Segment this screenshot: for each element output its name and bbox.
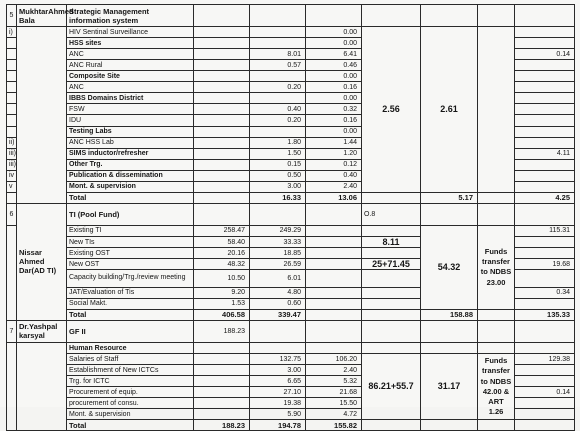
table-row	[7, 420, 575, 431]
serial-no: 6	[7, 203, 17, 225]
value-cell: 0.20	[250, 115, 306, 126]
total-value: 339.47	[250, 309, 306, 320]
value-cell: 2.40	[306, 181, 362, 192]
value-cell	[515, 181, 575, 192]
merged-value	[478, 27, 515, 193]
table-cell	[515, 320, 575, 342]
table-cell	[362, 343, 421, 354]
total-value	[362, 420, 421, 431]
value-cell	[306, 287, 362, 298]
value-cell	[515, 137, 575, 148]
value-cell	[362, 248, 421, 259]
value-cell	[194, 104, 250, 115]
item-label: Trg. for ICTC	[67, 376, 194, 387]
item-label: Composite Site	[67, 71, 194, 82]
value-cell: 27.10	[250, 387, 306, 398]
table-cell	[478, 203, 515, 225]
merged-value: 2.56	[362, 27, 421, 193]
table-row	[7, 320, 575, 342]
roman-marker	[7, 93, 17, 104]
roman-marker	[7, 115, 17, 126]
item-label: Establishment of New ICTCs	[67, 365, 194, 376]
total-value: 406.58	[194, 309, 250, 320]
value-cell	[194, 60, 250, 71]
value-cell	[194, 27, 250, 38]
item-label: IDU	[67, 115, 194, 126]
item-label: IBBS Domains District	[67, 93, 194, 104]
item-label: Publication & dissemination	[67, 170, 194, 181]
value-cell: 0.00	[306, 93, 362, 104]
value-cell	[515, 104, 575, 115]
table-cell	[7, 225, 17, 320]
total-label: Total	[67, 192, 194, 203]
value-cell	[250, 27, 306, 38]
table-cell	[306, 203, 362, 225]
value-cell	[194, 82, 250, 93]
total-value	[194, 192, 250, 203]
item-label: ANC	[67, 49, 194, 60]
value-cell: 19.68	[515, 259, 575, 270]
total-value	[515, 420, 575, 431]
value-cell: 0.00	[306, 27, 362, 38]
value-cell: 0.60	[250, 298, 306, 309]
total-value: 194.78	[250, 420, 306, 431]
roman-marker	[7, 60, 17, 71]
total-value: 13.06	[306, 192, 362, 203]
value-cell	[194, 409, 250, 420]
item-label: SIMS inductor/refresher	[67, 148, 194, 159]
value-cell	[194, 148, 250, 159]
value-cell	[194, 38, 250, 49]
value-cell	[515, 159, 575, 170]
table-row	[7, 343, 575, 354]
value-cell	[362, 270, 421, 288]
value-cell: 26.59	[250, 259, 306, 270]
total-value: 5.17	[421, 192, 478, 203]
item-label: Testing Labs	[67, 126, 194, 137]
value-cell	[194, 354, 250, 365]
value-cell	[515, 365, 575, 376]
value-cell: 0.50	[250, 170, 306, 181]
head-title: TI (Pool Fund)	[67, 203, 194, 225]
value-cell	[515, 270, 575, 288]
item-label: FSW	[67, 104, 194, 115]
officer-name: Dr.Yashpal karsyal	[17, 320, 67, 342]
value-cell: 132.75	[250, 354, 306, 365]
table-row	[7, 225, 575, 236]
value-cell: 106.20	[306, 354, 362, 365]
value-cell: 15.50	[306, 398, 362, 409]
item-label: HSS sites	[67, 38, 194, 49]
total-value: 188.23	[194, 420, 250, 431]
table-cell	[17, 27, 67, 204]
total-label: Total	[67, 420, 194, 431]
value-cell: 0.12	[306, 159, 362, 170]
table-cell	[515, 5, 575, 27]
value-cell	[515, 115, 575, 126]
head-title: Strategic Management information system	[67, 5, 194, 27]
table-row	[7, 27, 575, 38]
item-label: HIV Sentinal Surveillance	[67, 27, 194, 38]
table-cell	[478, 320, 515, 342]
table-cell	[194, 5, 250, 27]
value-cell	[194, 376, 250, 387]
value-cell: 249.29	[250, 225, 306, 236]
value-cell: 0.16	[306, 82, 362, 93]
value-cell: 3.00	[250, 181, 306, 192]
table-row	[7, 354, 575, 365]
value-cell	[515, 71, 575, 82]
roman-marker: iv	[7, 170, 17, 181]
value-cell: 8.11	[362, 236, 421, 247]
table-cell	[421, 320, 478, 342]
value-cell: 0.40	[306, 170, 362, 181]
value-cell: 0.00	[306, 126, 362, 137]
roman-marker	[7, 82, 17, 93]
value-cell	[194, 159, 250, 170]
total-value	[362, 192, 421, 203]
value-cell	[515, 170, 575, 181]
value-cell	[194, 387, 250, 398]
table-row	[7, 192, 575, 203]
value-cell	[515, 27, 575, 38]
item-label: Mont. & supervision	[67, 181, 194, 192]
value-cell	[306, 248, 362, 259]
value-cell: 0.15	[250, 159, 306, 170]
value-cell: 18.85	[250, 248, 306, 259]
value-cell: 8.01	[250, 49, 306, 60]
value-cell: 0.00	[306, 38, 362, 49]
value-cell: 1.80	[250, 137, 306, 148]
value-cell	[362, 225, 421, 236]
value-cell: 4.11	[515, 148, 575, 159]
table-cell	[250, 203, 306, 225]
table-cell	[194, 203, 250, 225]
total-value	[362, 309, 421, 320]
roman-marker	[7, 104, 17, 115]
officer-name: MukhtarAhmed Bala	[17, 5, 67, 27]
value-cell	[306, 225, 362, 236]
table-cell	[306, 5, 362, 27]
item-label: New TIs	[67, 236, 194, 247]
table-row	[7, 5, 575, 27]
roman-marker	[7, 126, 17, 137]
value-cell: 20.16	[194, 248, 250, 259]
value-cell	[515, 409, 575, 420]
o8-value: O.8	[362, 203, 421, 225]
value-cell: 0.14	[515, 49, 575, 60]
value-cell	[250, 126, 306, 137]
value-cell	[515, 298, 575, 309]
value-cell: 33.33	[250, 236, 306, 247]
value-cell	[306, 259, 362, 270]
value-cell	[250, 93, 306, 104]
financial-table	[6, 4, 575, 431]
value-cell: 5.90	[250, 409, 306, 420]
value-cell: 3.00	[250, 365, 306, 376]
table-cell	[478, 343, 515, 354]
table-cell	[17, 343, 67, 431]
roman-marker: i)	[7, 27, 17, 38]
value-cell	[306, 298, 362, 309]
item-label: Other Trg.	[67, 159, 194, 170]
merged-value: 54.32	[421, 225, 478, 309]
value-cell: 258.47	[194, 225, 250, 236]
value-cell	[250, 343, 306, 354]
value-cell	[515, 398, 575, 409]
roman-marker	[7, 71, 17, 82]
value-cell	[515, 248, 575, 259]
value-cell	[515, 60, 575, 71]
value-cell: 0.20	[250, 82, 306, 93]
table-row	[7, 203, 575, 225]
table-cell	[362, 320, 421, 342]
total-label: Total	[67, 309, 194, 320]
roman-marker	[7, 38, 17, 49]
item-label: New OST	[67, 259, 194, 270]
value-cell	[194, 365, 250, 376]
table-cell	[250, 5, 306, 27]
value-cell: 0.57	[250, 60, 306, 71]
table-cell	[421, 343, 478, 354]
item-label: JAT/Evaluation of Tis	[67, 287, 194, 298]
total-value: 155.82	[306, 420, 362, 431]
head-title: GF II	[67, 320, 194, 342]
value-cell: 2.40	[306, 365, 362, 376]
item-label: Social Makt.	[67, 298, 194, 309]
value-cell	[515, 236, 575, 247]
value-cell: 48.32	[194, 259, 250, 270]
value-cell: 5.32	[306, 376, 362, 387]
value-cell	[194, 170, 250, 181]
merged-value: 2.61	[421, 27, 478, 193]
value-cell: 6.01	[250, 270, 306, 288]
value-cell: 6.41	[306, 49, 362, 60]
value-cell: 25+71.45	[362, 259, 421, 270]
value-cell	[515, 126, 575, 137]
roman-marker	[7, 49, 17, 60]
table-cell	[421, 203, 478, 225]
total-value	[306, 309, 362, 320]
value-cell: 0.34	[515, 287, 575, 298]
value-cell: 0.46	[306, 60, 362, 71]
value-cell: 1.53	[194, 298, 250, 309]
value-cell	[250, 38, 306, 49]
value-cell	[515, 376, 575, 387]
value-cell	[362, 298, 421, 309]
value-cell: 21.68	[306, 387, 362, 398]
merged-value: Funds transfer to NDBS 42.00 & ART 1.26	[478, 354, 515, 420]
roman-marker: iii)	[7, 148, 17, 159]
total-value	[478, 309, 515, 320]
item-label: Mont. & supervision	[67, 409, 194, 420]
item-label: ANC Rural	[67, 60, 194, 71]
value-cell	[306, 343, 362, 354]
value-cell	[362, 287, 421, 298]
value-cell	[515, 38, 575, 49]
value-cell: 10.50	[194, 270, 250, 288]
value-cell: 9.20	[194, 287, 250, 298]
value-cell	[306, 270, 362, 288]
value-cell	[194, 398, 250, 409]
table-cell	[362, 5, 421, 27]
value-cell	[515, 93, 575, 104]
total-value	[478, 420, 515, 431]
item-label: ANC HSS Lab	[67, 137, 194, 148]
value-cell: 4.80	[250, 287, 306, 298]
table-cell	[421, 5, 478, 27]
total-value: 158.88	[421, 309, 478, 320]
serial-no: 5	[7, 5, 17, 27]
value-cell: 115.31	[515, 225, 575, 236]
item-label: Capacity building/Trg./review meeting	[67, 270, 194, 288]
roman-marker: ii)	[7, 137, 17, 148]
value-cell	[250, 71, 306, 82]
table-cell	[478, 5, 515, 27]
total-value: 4.25	[515, 192, 575, 203]
value-cell: 19.38	[250, 398, 306, 409]
value-cell: 129.38	[515, 354, 575, 365]
table-cell	[7, 343, 17, 431]
roman-marker: iii)	[7, 159, 17, 170]
total-value	[421, 420, 478, 431]
value-cell: 6.65	[250, 376, 306, 387]
total-value: 16.33	[250, 192, 306, 203]
merged-value: 86.21+55.7	[362, 354, 421, 420]
value-cell	[194, 49, 250, 60]
total-value: 135.33	[515, 309, 575, 320]
table-cell	[515, 203, 575, 225]
value-cell	[194, 181, 250, 192]
total-value	[478, 192, 515, 203]
value-cell: 0.40	[250, 104, 306, 115]
serial-no: 7	[7, 320, 17, 342]
table-row	[7, 309, 575, 320]
item-label: Salaries of Staff	[67, 354, 194, 365]
item-label: procurement of consu.	[67, 398, 194, 409]
value-cell	[194, 126, 250, 137]
value-cell	[515, 343, 575, 354]
value-cell	[194, 115, 250, 126]
item-label: Existing OST	[67, 248, 194, 259]
value-cell	[306, 236, 362, 247]
merged-value: Funds transfer to NDBS 23.00	[478, 225, 515, 309]
value-cell: 1.44	[306, 137, 362, 148]
value-cell	[194, 343, 250, 354]
table-cell	[250, 320, 306, 342]
value-cell: 188.23	[194, 320, 250, 342]
item-label: Human Resource	[67, 343, 194, 354]
item-label: ANC	[67, 82, 194, 93]
item-label: Existing TI	[67, 225, 194, 236]
value-cell: 0.16	[306, 115, 362, 126]
table-cell	[306, 320, 362, 342]
value-cell	[515, 82, 575, 93]
officer-name: Nissar Ahmed Dar(AD TI)	[17, 203, 67, 320]
value-cell: 0.32	[306, 104, 362, 115]
table-cell	[7, 192, 17, 203]
merged-value: 31.17	[421, 354, 478, 420]
value-cell: 0.14	[515, 387, 575, 398]
value-cell: 58.40	[194, 236, 250, 247]
roman-marker: v	[7, 181, 17, 192]
item-label: Procurement of equip.	[67, 387, 194, 398]
value-cell	[194, 93, 250, 104]
value-cell	[194, 137, 250, 148]
value-cell: 1.50	[250, 148, 306, 159]
value-cell	[194, 71, 250, 82]
value-cell: 0.00	[306, 71, 362, 82]
value-cell: 4.72	[306, 409, 362, 420]
value-cell: 1.20	[306, 148, 362, 159]
